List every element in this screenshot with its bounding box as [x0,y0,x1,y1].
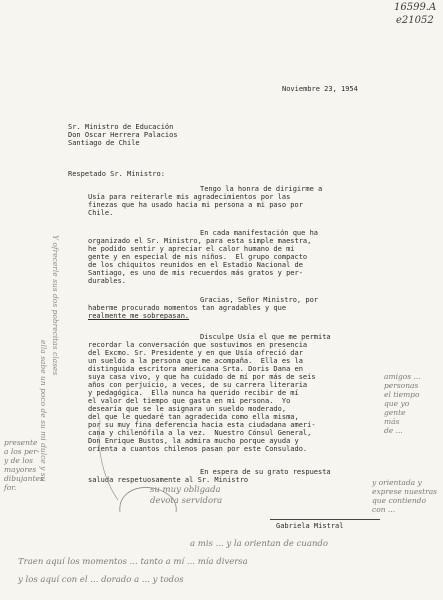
handwritten-closing: su muy obligada devota servidora [150,485,223,506]
recipient-line: Santiago de Chile [68,139,140,147]
body-line: Tengo la honra de dirigirme a [200,185,323,193]
body-line: realmente me sobrepasan. [88,312,190,320]
handwritten-bottom-line: Traen aquí los momentos ... tanto a mí ... mía diversa [18,557,248,567]
body-line: por su muy fina deferencia hacia esta ciudadana ameri- [88,421,316,429]
body-line: y pedagógica. Ella nunca ha querido recibir de mí [88,389,299,397]
handwritten-left-block: presente a los per- y de los mayores dibujantes for. [4,438,44,492]
body-line: Chile. [88,209,114,217]
body-line: del que le quedaré tan agradecida como ella misma, [88,413,299,421]
handwritten-right-lower: y orientada y exprese nuestras que contiendo con ... [372,478,438,514]
body-line: distinguida escritora americana Srta. Doris Dana en [88,365,303,373]
body-line: un sueldo a la persona que me acompaña. Ella es la [88,357,303,365]
body-line: durables. [88,277,126,285]
body-line: años con perjuicio, a veces, de su carrera literaria [88,381,308,389]
body-line: Disculpe Usía el que me permita [200,333,331,341]
body-line: Gracias, Señor Ministro, por [200,296,319,304]
handwritten-left-note: ella sabe un poco de su mi dulce y su [39,340,48,482]
handwritten-left-note: Y ofrecerle sus dos pobrecitas clases [51,235,60,376]
body-line: recordar la conversación que sostuvimos en presencia [88,341,308,349]
body-line: Santiago, es uno de mis recuerdos más gratos y per- [88,269,303,277]
body-line: cana y chilenófila a la vez. Nuestro Cónsul General, [88,429,312,437]
handwritten-bottom-line: a mis ... y la orientan de cuando [190,539,328,549]
body-line: suya casa vivo, y que ha cuidado de mí por más de seis [88,373,316,381]
salutation: Respetado Sr. Ministro: [68,170,165,178]
body-line: En cada manifestación que ha [200,229,319,237]
body-line: gente y en especial de mis niños. El grupo compacto [88,253,308,261]
body-line: orienta a cuantos chilenos pasan por este Consulado. [88,445,308,453]
body-line: desearía que se le asignara un sueldo moderado, [88,405,287,413]
recipient-line: Sr. Ministro de Educación [68,123,174,131]
handwritten-bottom-line: y los aquí con el ... dorado a ... y todos [18,575,184,585]
recipient-line: Don Oscar Herrera Palacios [68,131,178,139]
reference-code: e21052 [396,15,434,26]
body-line: del Excmo. Sr. Presidente y en que Usía ofreció dar [88,349,303,357]
body-line: el valor del tiempo que gasta en mi persona. Yo [88,397,291,405]
signature-name: Gabriela Mistral [276,522,344,530]
body-line: de los chiquitos reunidos en el Estadio Nacional de [88,261,303,269]
body-line: saluda respetuosamente al Sr. Ministro [88,476,249,484]
body-line: Don Enrique Bustos, la admira mucho porque ayuda y [88,437,299,445]
body-line: Usía para reiterarle mis agradecimientos por las [88,193,291,201]
body-line: organizado el Sr. Ministro, para esta simple maestra, [88,237,312,245]
body-line: finezas que ha usado hacia mi persona a mi paso por [88,201,303,209]
letter-date: Noviembre 23, 1954 [282,85,358,93]
reference-number: 16599.A [394,2,437,13]
body-line: haberme procurado momentos tan agradables y que [88,304,287,312]
handwritten-right-block: amigos ... personas el tiempo que yo gente más de ... [384,372,421,435]
body-line: En espera de su grato respuesta [200,468,331,476]
body-line: he podido sentir y apreciar el calor humano de mi [88,245,295,253]
